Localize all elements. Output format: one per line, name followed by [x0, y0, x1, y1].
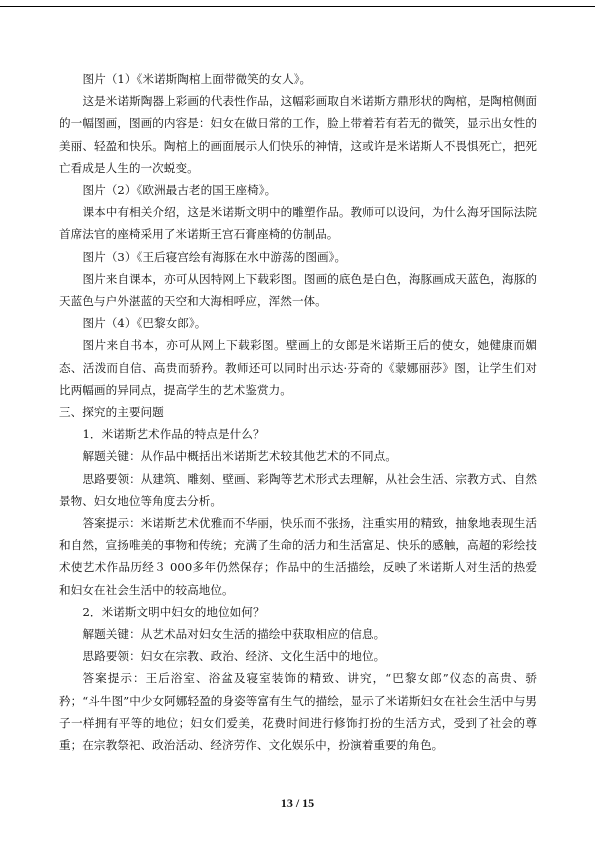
picture-1-description: 这是米诺斯陶器上彩画的代表性作品，这幅彩画取自米诺斯方鼎形状的陶棺，是陶棺侧面的一幅图画，图画的内容是：妇女在做日常的工作，脸上带着若有若无的微笑，显示出女性的美丽、轻盈和快乐。陶棺上的画面展示人们快乐的神情，这或许是米诺斯人不畏惧死亡，把死亡看成是人生的一次蜕变。 — [59, 94, 537, 175]
picture-2-description: 课本中有相关介绍，这是米诺斯文明中的雕塑作品。教师可以设问，为什么海牙国际法院首席法官的座椅采用了米诺斯王宫石膏座椅的仿制品。 — [59, 205, 537, 242]
picture-1-caption: 图片（1）《米诺斯陶棺上面带微笑的女人》。 — [82, 72, 312, 86]
picture-4-description: 图片来自书本，亦可从网上下载彩图。壁画上的女郎是米诺斯王后的使女，她健康而媚态、活泼而自信、高贵而骄矜。教师还可以同时出示达·芬奇的《蒙娜丽莎》图，让学生们对比两幅画的异同点，提高学生的艺术鉴赏力。 — [59, 338, 537, 397]
page-number: 13 / 15 — [280, 796, 315, 810]
question-2-key: 解题关键：从艺术品对妇女生活的描绘中获取相应的信息。 — [82, 627, 386, 642]
picture-3-caption: 图片（3）《王后寝宫绘有海豚在水中游荡的图画》。 — [82, 249, 347, 264]
picture-3-description: 图片来自课本，亦可从因特网上下载彩图。图画的底色是白色，海豚画成天蓝色，海豚的天蓝色与户外湛蓝的天空和大海相呼应，浑然一体。 — [59, 271, 537, 309]
question-1-key: 解题关键：从作品中概括出米诺斯艺术较其他艺术的不同点。 — [82, 449, 397, 464]
section-heading: 三、探究的主要问题 — [59, 405, 164, 420]
question-1-approach: 思路要领：从建筑、雕刻、壁画、彩陶等艺术形式去理解，从社会生活、宗教方式、自然景物、妇女地位等角度去分析。 — [59, 471, 537, 508]
picture-2-caption: 图片（2）《欧洲最古老的国王座椅》。 — [82, 183, 277, 198]
question-1: 1．米诺斯艺术作品的特点是什么？ — [82, 427, 265, 442]
document-body — [59, 68, 537, 756]
picture-4-caption: 图片（4）《巴黎女郎》。 — [82, 316, 207, 331]
question-2: 2．米诺斯文明中妇女的地位如何？ — [82, 604, 265, 619]
question-2-answer: 答案提示：王后浴室、浴盆及寝室装饰的精致、讲究，“巴黎女郎”仪态的高贵、骄矜；“斗牛图”中少女阿娜轻盈的身姿等富有生气的描绘，显示了米诺斯妇女在社会生活中与男子一样拥有平等的地位；妇女们爱美，花费时间进行修饰打扮的生活方式，受到了社会的尊重；在宗教祭祀、政治活动、经济劳作、文化娱乐中，扮演着重要的角色。 — [59, 671, 537, 753]
question-1-answer: 答案提示：米诺斯艺术优雅而不华丽，快乐而不张扬，注重实用的精致，抽象地表现生活和自然，宣扬唯美的事物和传统；充满了生命的活力和生活富足、快乐的感触，高超的彩绘技术使艺术作品历经３ 000多年仍然保存；作品中的生活描绘，反映了米诺斯人对生活的热爱和妇女在社会生活中的较高地位。 — [59, 516, 537, 597]
top-border-line — [0, 6, 595, 7]
question-2-approach: 思路要领：妇女在宗教、政治、经济、文化生活中的地位。 — [82, 649, 386, 664]
